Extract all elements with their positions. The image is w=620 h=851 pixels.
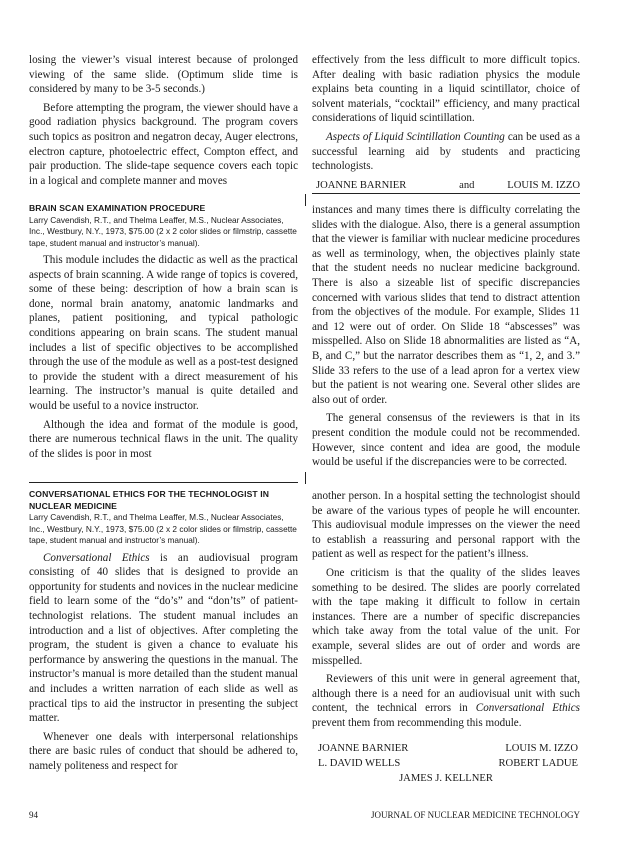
signature-conjunction: and [459,179,475,191]
signature-row [312,756,580,771]
ethics-review-right [312,489,580,786]
column-divider [305,194,306,206]
review-citation: Larry Cavendish, R.T., and Thelma Leaffer, M.S., Nuclear Associates, Inc., Westbury, N.Y., 1973, $75.00 (2 x 2 color slides or filmstrip, cassette tape, student manual and instructor’s manual). [29,512,297,546]
review-title: CONVERSATIONAL ETHICS FOR THE TECHNOLOGIST IN NUCLEAR MEDICINE [29,489,270,511]
book-title: Aspects of Liquid Scintillation Counting [326,130,505,143]
reviewer-name: L. DAVID WELLS [318,757,401,769]
reviewer-name: ROBERT LADUE [498,757,578,769]
journal-name: JOURNAL OF NUCLEAR MEDICINE TECHNOLOGY [371,810,580,820]
signature-row [312,741,580,756]
paragraph [312,672,580,730]
prev-review-right-column [312,53,580,193]
paragraph: instances and many times there is difficulty correlating the slides with the dialogue. Also, there is a general assumption that the viewer is familiar with nuclear medicine procedures as well as terminology, when, the objectives plainly state that the student needs no nuclear medicine background. There is also a sizeable list of specific discrepancies concerned with various slides that tend to distract attention from the objectives of the module. For example, Slides 11 and 12 were out of order. On Slide 18 “abscesses” was misspelled. Also on Slide 18 abnormalities are listed as “A, B, and C,” but the narrator describes them as “1, 2, and 3.” Slide 33 refers to the use of a lead apron for a vertex view but the patient is not wearing one. Several other slides are also out of order. [312,204,580,406]
paragraph: This module includes the didactic as well as the practical aspects of brain scanning. A wide range of topics is covered, some of these being: description of how a brain scan is done, normal brain anatomy, anatomic landmarks and planes, patient positioning, and typical pathologic conditions appearing on brain scans. The student manual includes a list of specific objectives to be accomplished through the use of the module as well as a post-test designed to provide the student with a direct measurement of his learning. The instructor’s manual is quite detailed and would be useful to a novice instructor. [29,254,298,413]
paragraph: Before attempting the program, the viewer should have a good radiation physics background. The program covers such topics as positron and negatron decay, Auger electrons, electron capture, photoelectric effect, Compton effect, and pair production. The slide-tape sequence covers each topic in a logical and complete manner and moves [29,101,298,187]
paragraph: losing the viewer’s visual interest because of prolonged viewing of the same slide. (Optimum slide time is considered by many to be 3-5 seconds.) [29,54,298,96]
paragraph: another person. In a hospital setting the technologist should be aware of the various types of people he will encounter. This audiovisual module impresses on the viewer the need to establish a reassuring and personal rapport with the patient as well as respect for the patient’s illness. [312,490,580,561]
program-title: Conversational Ethics [475,702,580,715]
paragraph [29,551,298,726]
reviewer-name: LOUIS M. IZZO [507,179,580,191]
reviewer-name: JOANNE BARNIER [318,742,409,754]
ethics-review-left [29,489,298,774]
reviewer-signatures [312,178,580,193]
column-divider [305,472,306,484]
section-divider [29,482,298,483]
reviewer-name: JOANNE BARNIER [316,179,407,191]
paragraph: One criticism is that the quality of the slides leaves something to be desired. The slides are poorly correlated with the tape making it difficult to follow in certain instances. There are a number of specific discrepancies which take away from the total value of the unit. For example, several slides are out of order and words are misspelled. [312,566,580,667]
review-title: BRAIN SCAN EXAMINATION PROCEDURE [29,203,206,213]
paragraph: effectively from the less difficult to more difficult topics. After dealing with basic radiation physics the module explains beta counting in a liquid scintillator, choice of solvent materials, “cocktail” efficiency, and many practical considerations of liquid scintillation. [312,54,580,125]
paragraph: Whenever one deals with interpersonal relationships there are basic rules of conduct that should be adhered to, namely politeness and respect for [29,730,298,772]
reviewer-signatures [312,741,580,786]
paragraph: Although the idea and format of the module is good, there are numerous technical flaws in the unit. The quality of the slides is poor in most [29,418,298,460]
paragraph-text: can be used as a successful learning aid by students and practicing technologists. [312,130,581,173]
brain-scan-review-left [29,203,298,461]
paragraph-text: prevent them from recommending this module. [312,716,522,729]
paragraph: The general consensus of the reviewers is that in its present condition the module could not be recommended. However, since content and idea are good, the module would be useful if the discrepancies were to be corrected. [312,412,580,469]
reviewer-name: JAMES J. KELLNER [399,772,493,784]
review-citation: Larry Cavendish, R.T., and Thelma Leaffer, M.S., Nuclear Associates, Inc., Westbury, N.Y., 1973, $75.00 (2 x 2 color slides or filmstrip, cassette tape, student manual and instructor’s manual). [29,214,297,248]
prev-review-left-column [29,53,298,188]
paragraph [312,130,580,174]
paragraph-text: Reviewers of this unit were in general agreement that, although there is a need for an audiovisual unit with such content, the technical errors in [312,673,580,715]
section-divider [312,193,580,194]
page-number: 94 [29,810,38,820]
brain-scan-review-right [312,203,580,470]
reviewer-name: LOUIS M. IZZO [505,742,578,754]
program-title: Conversational Ethics [43,551,150,564]
paragraph-text: is an audiovisual program consisting of 40 slides that is designed to provide an opportunity for students and novices in the nuclear medicine field to learn some of the “do’s” and “don’ts” of patient-technologist relations. The student manual includes an introduction and a list of objectives. After completing the program, the student is given a chance to evaluate his performance by answering the questions in the manual. The instructor’s manual is more detailed than the student manual and includes a written narration of each slide as well as practical tips to aid the instructor in presenting the subject matter. [29,551,298,725]
